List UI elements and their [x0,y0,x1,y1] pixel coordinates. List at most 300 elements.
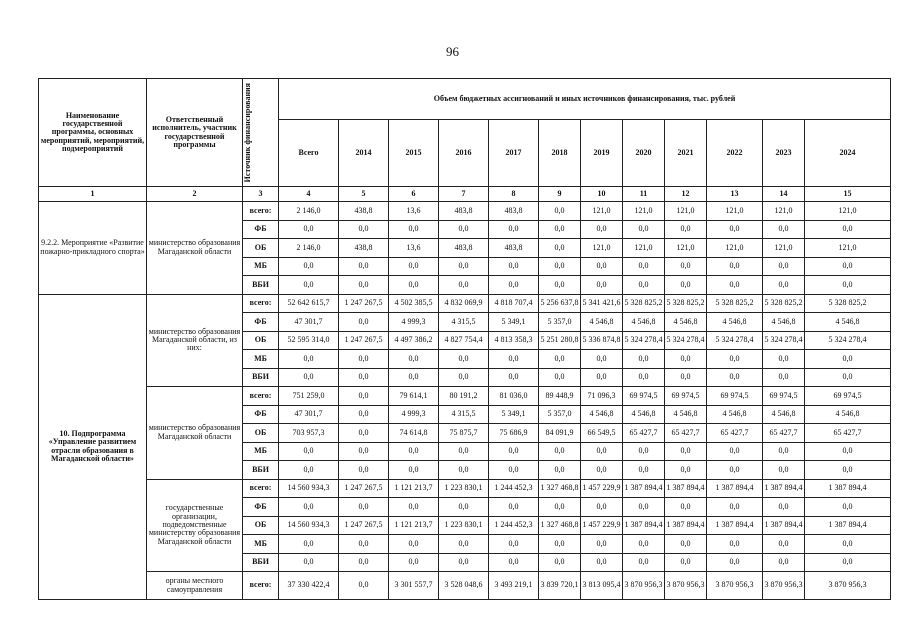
value-cell: 0,0 [539,220,581,239]
value-cell: 1 457 229,9 [581,479,623,498]
value-cell: 5 324 278,4 [707,331,763,350]
column-number-8: 8 [489,187,539,202]
value-cell: 0,0 [339,498,389,517]
value-cell: 1 387 894,4 [763,479,805,498]
value-cell: 52 595 314,0 [279,331,339,350]
value-cell: 0,0 [339,405,389,424]
value-cell: 0,0 [489,461,539,480]
value-cell: 4 546,8 [707,405,763,424]
value-cell: 0,0 [389,257,439,276]
value-cell: 0,0 [805,553,891,572]
value-cell: 69 974,5 [623,387,665,406]
value-cell: 4 999,3 [389,405,439,424]
value-cell: 4 546,8 [763,313,805,332]
value-cell: 0,0 [389,350,439,369]
value-cell: 0,0 [623,461,665,480]
value-cell: 0,0 [279,257,339,276]
budget-table [38,78,891,600]
value-cell: 0,0 [665,442,707,461]
value-cell: 1 247 267,5 [339,294,389,313]
header-program-name: Наименование государственной программы, основных мероприятий, мероприятий, подмероприятий [39,79,147,187]
value-cell: 1 387 894,4 [623,516,665,535]
value-cell: 0,0 [439,498,489,517]
value-cell: 0,0 [279,461,339,480]
value-cell: 4 832 069,9 [439,294,489,313]
value-cell: 0,0 [707,276,763,295]
source-cell: ФБ [243,313,279,332]
value-cell: 483,8 [489,239,539,258]
value-cell: 0,0 [623,276,665,295]
value-cell: 1 327 468,8 [539,479,581,498]
value-cell: 5 349,1 [489,313,539,332]
value-cell: 5 324 278,4 [805,331,891,350]
value-cell: 0,0 [665,257,707,276]
value-cell: 65 427,7 [707,424,763,443]
value-cell: 0,0 [805,350,891,369]
value-cell: 0,0 [339,368,389,387]
value-cell: 1 247 267,5 [339,516,389,535]
value-cell: 0,0 [279,220,339,239]
value-cell: 79 614,1 [389,387,439,406]
value-cell: 0,0 [665,276,707,295]
column-number-1: 1 [39,187,147,202]
value-cell: 0,0 [439,276,489,295]
value-cell: 0,0 [279,368,339,387]
value-cell: 0,0 [439,220,489,239]
value-cell: 0,0 [279,553,339,572]
value-cell: 483,8 [489,202,539,221]
source-cell: МБ [243,442,279,461]
source-cell: МБ [243,535,279,554]
value-cell: 0,0 [539,239,581,258]
value-cell: 4 315,5 [439,405,489,424]
source-cell: ВБИ [243,553,279,572]
value-cell: 0,0 [707,461,763,480]
value-cell: 0,0 [389,276,439,295]
value-cell: 1 387 894,4 [707,516,763,535]
value-cell: 4 546,8 [665,405,707,424]
header-year-8: 2021 [665,120,707,187]
table-row [39,294,891,313]
value-cell: 0,0 [665,220,707,239]
value-cell: 4 546,8 [763,405,805,424]
value-cell: 0,0 [805,276,891,295]
value-cell: 0,0 [539,350,581,369]
header-executor: Ответственный исполнитель, участник государственной программы [147,79,243,187]
header-year-7: 2020 [623,120,665,187]
value-cell: 75 875,7 [439,424,489,443]
value-cell: 13,6 [389,202,439,221]
value-cell: 0,0 [339,313,389,332]
value-cell: 4 827 754,4 [439,331,489,350]
value-cell: 121,0 [763,239,805,258]
value-cell: 438,8 [339,202,389,221]
executor-cell: министерство образования Магаданской области [147,202,243,295]
value-cell: 5 328 825,2 [805,294,891,313]
value-cell: 65 427,7 [665,424,707,443]
value-cell: 1 223 830,1 [439,479,489,498]
value-cell: 121,0 [707,239,763,258]
value-cell: 0,0 [439,368,489,387]
value-cell: 0,0 [489,442,539,461]
table-row [39,387,891,406]
source-cell: всего: [243,387,279,406]
value-cell: 0,0 [763,498,805,517]
program-name-cell: 9.2.2. Мероприятие «Развитие пожарно-прикладного спорта» [39,202,147,295]
source-cell: ОБ [243,516,279,535]
source-cell: ВБИ [243,461,279,480]
value-cell: 0,0 [763,350,805,369]
value-cell: 3 870 956,3 [665,572,707,600]
value-cell: 66 549,5 [581,424,623,443]
value-cell: 0,0 [581,498,623,517]
source-cell: всего: [243,572,279,600]
value-cell: 0,0 [339,572,389,600]
value-cell: 0,0 [539,553,581,572]
value-cell: 5 349,1 [489,405,539,424]
value-cell: 0,0 [439,535,489,554]
value-cell: 0,0 [763,276,805,295]
value-cell: 0,0 [805,220,891,239]
value-cell: 1 247 267,5 [339,331,389,350]
value-cell: 4 818 707,4 [489,294,539,313]
value-cell: 0,0 [581,350,623,369]
value-cell: 0,0 [339,220,389,239]
value-cell: 69 974,5 [805,387,891,406]
value-cell: 0,0 [623,535,665,554]
header-year-4: 2017 [489,120,539,187]
value-cell: 0,0 [805,461,891,480]
value-cell: 1 121 213,7 [389,479,439,498]
value-cell: 0,0 [279,350,339,369]
column-number-10: 10 [581,187,623,202]
source-cell: всего: [243,202,279,221]
header-year-2: 2015 [389,120,439,187]
value-cell: 4 502 385,5 [389,294,439,313]
value-cell: 0,0 [623,350,665,369]
value-cell: 0,0 [581,442,623,461]
value-cell: 0,0 [763,461,805,480]
value-cell: 121,0 [665,202,707,221]
column-number-5: 5 [339,187,389,202]
column-number-4: 4 [279,187,339,202]
value-cell: 1 457 229,9 [581,516,623,535]
value-cell: 0,0 [707,220,763,239]
value-cell: 0,0 [489,276,539,295]
header-year-1: 2014 [339,120,389,187]
value-cell: 0,0 [439,257,489,276]
value-cell: 1 244 452,3 [489,516,539,535]
value-cell: 0,0 [389,220,439,239]
value-cell: 0,0 [665,350,707,369]
value-cell: 0,0 [389,535,439,554]
source-cell: всего: [243,294,279,313]
value-cell: 0,0 [805,368,891,387]
value-cell: 0,0 [439,442,489,461]
value-cell: 0,0 [763,535,805,554]
value-cell: 4 546,8 [805,405,891,424]
value-cell: 5 328 825,2 [707,294,763,313]
value-cell: 84 091,9 [539,424,581,443]
value-cell: 0,0 [339,257,389,276]
source-cell: ВБИ [243,368,279,387]
page-number: 96 [446,44,459,59]
value-cell: 0,0 [763,257,805,276]
value-cell: 65 427,7 [623,424,665,443]
value-cell: 0,0 [623,498,665,517]
column-number-11: 11 [623,187,665,202]
header-year-11: 2024 [805,120,891,187]
header-year-5: 2018 [539,120,581,187]
value-cell: 121,0 [763,202,805,221]
value-cell: 0,0 [581,535,623,554]
value-cell: 0,0 [623,368,665,387]
value-cell: 0,0 [763,442,805,461]
value-cell: 4 813 358,3 [489,331,539,350]
value-cell: 0,0 [581,461,623,480]
header-source-text: Источник финансирования [243,82,252,183]
value-cell: 71 096,3 [581,387,623,406]
value-cell: 1 223 830,1 [439,516,489,535]
value-cell: 0,0 [763,368,805,387]
value-cell: 65 427,7 [805,424,891,443]
source-cell: ОБ [243,424,279,443]
header-year-6: 2019 [581,120,623,187]
header-year-9: 2022 [707,120,763,187]
value-cell: 0,0 [707,368,763,387]
source-cell: ВБИ [243,276,279,295]
value-cell: 3 870 956,3 [763,572,805,600]
value-cell: 0,0 [581,220,623,239]
value-cell: 0,0 [707,257,763,276]
value-cell: 47 301,7 [279,405,339,424]
source-cell: МБ [243,350,279,369]
table-row [39,202,891,221]
value-cell: 52 642 615,7 [279,294,339,313]
value-cell: 0,0 [279,442,339,461]
value-cell: 81 036,0 [489,387,539,406]
value-cell: 5 324 278,4 [763,331,805,350]
value-cell: 4 546,8 [707,313,763,332]
value-cell: 5 341 421,6 [581,294,623,313]
value-cell: 3 870 956,3 [707,572,763,600]
value-cell: 0,0 [539,257,581,276]
column-number-2: 2 [147,187,243,202]
value-cell: 4 497 386,2 [389,331,439,350]
value-cell: 4 315,5 [439,313,489,332]
source-cell: ОБ [243,331,279,350]
value-cell: 0,0 [339,442,389,461]
value-cell: 121,0 [623,202,665,221]
value-cell: 1 244 452,3 [489,479,539,498]
value-cell: 0,0 [665,368,707,387]
value-cell: 0,0 [439,461,489,480]
value-cell: 5 324 278,4 [623,331,665,350]
value-cell: 4 546,8 [623,405,665,424]
value-cell: 0,0 [279,498,339,517]
value-cell: 121,0 [581,202,623,221]
value-cell: 0,0 [623,553,665,572]
value-cell: 3 813 095,4 [581,572,623,600]
value-cell: 0,0 [489,257,539,276]
value-cell: 1 387 894,4 [707,479,763,498]
value-cell: 4 546,8 [665,313,707,332]
column-number-3: 3 [243,187,279,202]
value-cell: 4 546,8 [805,313,891,332]
column-number-9: 9 [539,187,581,202]
value-cell: 0,0 [339,276,389,295]
value-cell: 0,0 [339,535,389,554]
value-cell: 0,0 [339,553,389,572]
value-cell: 0,0 [623,257,665,276]
column-number-7: 7 [439,187,489,202]
value-cell: 1 387 894,4 [623,479,665,498]
value-cell: 0,0 [339,424,389,443]
value-cell: 4 546,8 [581,405,623,424]
value-cell: 0,0 [539,368,581,387]
header-source [243,79,279,187]
value-cell: 47 301,7 [279,313,339,332]
header-year-0: Всего [279,120,339,187]
value-cell: 69 974,5 [665,387,707,406]
value-cell: 121,0 [623,239,665,258]
value-cell: 0,0 [339,350,389,369]
value-cell: 121,0 [805,239,891,258]
value-cell: 3 528 048,6 [439,572,489,600]
value-cell: 3 870 956,3 [805,572,891,600]
table-row [39,479,891,498]
value-cell: 0,0 [539,442,581,461]
value-cell: 0,0 [339,387,389,406]
value-cell: 0,0 [489,368,539,387]
value-cell: 0,0 [805,442,891,461]
value-cell: 5 357,0 [539,313,581,332]
value-cell: 121,0 [707,202,763,221]
value-cell: 89 448,9 [539,387,581,406]
header-year-10: 2023 [763,120,805,187]
value-cell: 74 614,8 [389,424,439,443]
header-year-3: 2016 [439,120,489,187]
value-cell: 751 259,0 [279,387,339,406]
value-cell: 0,0 [707,553,763,572]
value-cell: 3 493 219,1 [489,572,539,600]
value-cell: 0,0 [665,553,707,572]
value-cell: 5 357,0 [539,405,581,424]
value-cell: 5 328 825,2 [763,294,805,313]
value-cell: 0,0 [539,202,581,221]
value-cell: 0,0 [489,553,539,572]
value-cell: 3 839 720,1 [539,572,581,600]
column-number-6: 6 [389,187,439,202]
value-cell: 69 974,5 [707,387,763,406]
value-cell: 483,8 [439,239,489,258]
value-cell: 0,0 [539,461,581,480]
value-cell: 37 330 422,4 [279,572,339,600]
value-cell: 75 686,9 [489,424,539,443]
value-cell: 1 387 894,4 [665,479,707,498]
value-cell: 0,0 [389,442,439,461]
value-cell: 14 560 934,3 [279,516,339,535]
value-cell: 2 146,0 [279,239,339,258]
value-cell: 0,0 [707,535,763,554]
value-cell: 121,0 [581,239,623,258]
value-cell: 5 328 825,2 [623,294,665,313]
value-cell: 0,0 [581,368,623,387]
value-cell: 0,0 [439,350,489,369]
value-cell: 5 336 874,8 [581,331,623,350]
value-cell: 1 247 267,5 [339,479,389,498]
value-cell: 1 327 468,8 [539,516,581,535]
value-cell: 5 324 278,4 [665,331,707,350]
value-cell: 703 957,3 [279,424,339,443]
value-cell: 0,0 [763,220,805,239]
executor-cell: государственные организации, подведомственные министерству образования Магаданской области [147,479,243,572]
value-cell: 1 387 894,4 [665,516,707,535]
value-cell: 0,0 [581,276,623,295]
value-cell: 14 560 934,3 [279,479,339,498]
source-cell: ФБ [243,405,279,424]
value-cell: 0,0 [707,498,763,517]
value-cell: 4 999,3 [389,313,439,332]
value-cell: 0,0 [539,535,581,554]
value-cell: 0,0 [489,220,539,239]
column-number-15: 15 [805,187,891,202]
value-cell: 80 191,2 [439,387,489,406]
executor-cell: министерство образования Магаданской области, из них: [147,294,243,387]
value-cell: 3 301 557,7 [389,572,439,600]
table-row [39,572,891,600]
value-cell: 1 387 894,4 [763,516,805,535]
value-cell: 5 328 825,2 [665,294,707,313]
value-cell: 0,0 [763,553,805,572]
value-cell: 1 387 894,4 [805,479,891,498]
value-cell: 0,0 [339,461,389,480]
value-cell: 0,0 [665,498,707,517]
value-cell: 5 251 280,8 [539,331,581,350]
value-cell: 0,0 [389,498,439,517]
value-cell: 0,0 [489,350,539,369]
value-cell: 0,0 [389,461,439,480]
value-cell: 4 546,8 [623,313,665,332]
value-cell: 4 546,8 [581,313,623,332]
value-cell: 483,8 [439,202,489,221]
value-cell: 121,0 [805,202,891,221]
value-cell: 1 121 213,7 [389,516,439,535]
value-cell: 0,0 [539,276,581,295]
column-number-12: 12 [665,187,707,202]
program-name-cell: 10. Подпрограмма «Управление развитием отрасли образования в Магаданской области» [39,294,147,600]
value-cell: 0,0 [439,553,489,572]
value-cell: 69 974,5 [763,387,805,406]
header-funding-title: Объем бюджетных ассигнований и иных источников финансирования, тыс. рублей [279,79,891,120]
value-cell: 0,0 [623,442,665,461]
value-cell: 1 387 894,4 [805,516,891,535]
value-cell: 0,0 [581,257,623,276]
value-cell: 0,0 [707,442,763,461]
source-cell: всего: [243,479,279,498]
source-cell: ОБ [243,239,279,258]
value-cell: 0,0 [707,350,763,369]
value-cell: 3 870 956,3 [623,572,665,600]
value-cell: 0,0 [539,498,581,517]
value-cell: 65 427,7 [763,424,805,443]
column-number-14: 14 [763,187,805,202]
executor-cell: министерство образования Магаданской области [147,387,243,480]
value-cell: 0,0 [489,498,539,517]
value-cell: 0,0 [805,535,891,554]
value-cell: 0,0 [279,535,339,554]
source-cell: ФБ [243,498,279,517]
